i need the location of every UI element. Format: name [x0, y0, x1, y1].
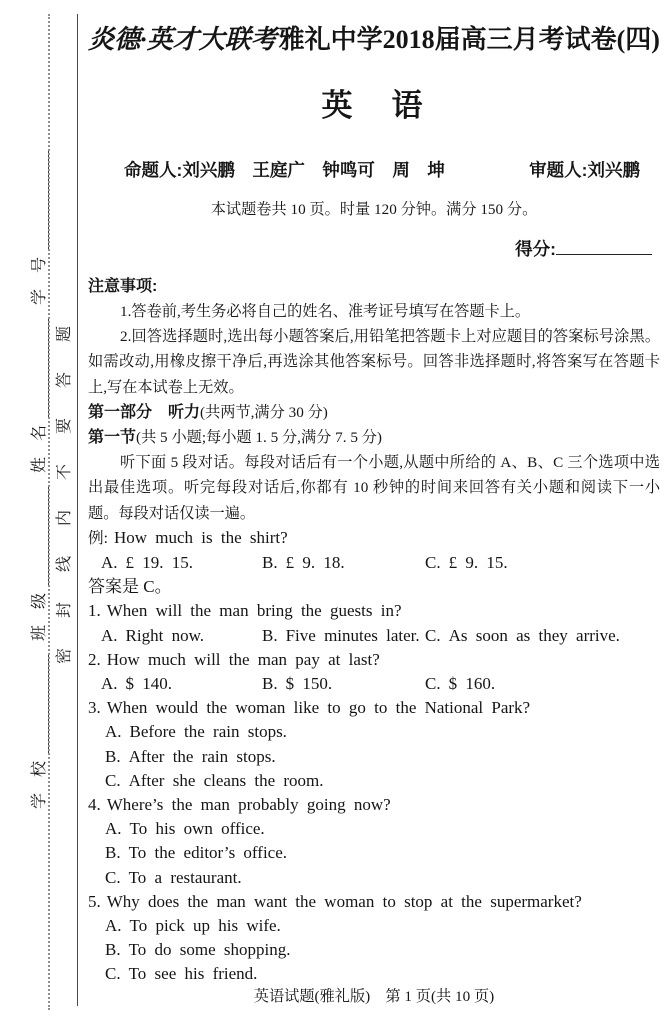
part1-heading [88, 400, 660, 425]
example-question-text: How much is the shirt? [113, 527, 288, 547]
option-text: To pick up his wife. [129, 916, 281, 936]
question-3-option-a [88, 720, 660, 744]
question-text: Why does the man want the woman to stop at the supermarket? [106, 891, 582, 911]
question-4-stem [88, 793, 660, 817]
setters-line [88, 158, 660, 182]
example-label: 例: [88, 529, 108, 547]
question-1-stem [88, 599, 660, 623]
option-text: $ 140. [125, 674, 173, 694]
class-field-blank [31, 485, 49, 585]
example-option-a [88, 551, 262, 575]
option-label: B. [262, 674, 278, 694]
score-label: 得分: [515, 239, 556, 259]
school-field-blank [31, 653, 49, 753]
reviewer-label: 审题人: [529, 160, 588, 180]
notice-heading: 注意事项: [88, 278, 158, 295]
school-field [26, 645, 49, 809]
question-2-option-c [425, 672, 660, 696]
option-text: To do some shopping. [128, 940, 291, 960]
question-4-option-c [88, 866, 660, 890]
option-text: £ 19. 15. [125, 553, 194, 573]
question-5-option-b [88, 938, 660, 962]
score-blank [556, 239, 652, 255]
option-label: A. [101, 674, 118, 694]
content-border-line [77, 14, 78, 1006]
option-label: C. [105, 964, 121, 984]
question-1-option-c [425, 624, 660, 648]
exam-title-main: 雅礼中学2018届高三月考试卷(四) [278, 25, 660, 54]
notice-item-1: 1.答卷前,考生务必将自己的姓名、准考证号填写在答题卡上。 [120, 303, 531, 320]
question-3-option-b [88, 745, 660, 769]
option-text: Before the rain stops. [129, 722, 287, 742]
question-number: 1. [88, 601, 101, 621]
example-answer-note: 答案是 C。 [88, 577, 172, 597]
class-field [26, 477, 49, 641]
notice-item-2: 2.回答选择题时,选出每小题答案后,用铅笔把答题卡上对应题目的答案标号涂黑。如需改动,用橡皮擦干净后,再选涂其他答案标号。回答非选择题时,将答案写在答题卡上,写在本试卷上无效。 [88, 328, 660, 396]
option-label: A. [105, 722, 122, 742]
question-2-option-a [88, 672, 262, 696]
page-footer: 英语试题(雅礼版) 第 1 页(共 10 页) [253, 988, 495, 1005]
option-text: Right now. [125, 625, 204, 645]
option-text: After the rain stops. [128, 746, 276, 766]
score-line [88, 237, 660, 261]
option-text: £ 9. 15. [448, 553, 508, 573]
part1-note: (共两节,满分 30 分) [200, 403, 328, 421]
option-label: B. [105, 843, 121, 863]
option-text: As soon as they arrive. [448, 625, 620, 645]
option-label: C. [105, 867, 121, 887]
example-option-b [262, 551, 425, 575]
seal-dotted-line [48, 14, 50, 1010]
question-2-option-b [262, 672, 425, 696]
name-field-label: 姓 名 [31, 418, 48, 473]
option-label: C. [425, 625, 441, 645]
question-number: 4. [88, 795, 101, 815]
listening-questions [88, 526, 660, 987]
option-text: After she cleans the room. [128, 770, 324, 790]
question-1-option-b [262, 624, 425, 648]
student-number-field [26, 141, 49, 305]
paper-content [88, 0, 660, 987]
question-3-stem [88, 696, 660, 720]
question-4-option-a [88, 817, 660, 841]
question-text: Where’s the man probably going now? [106, 795, 391, 815]
option-label: B. [105, 746, 121, 766]
setters-names: 刘兴鹏 王庭广 钟鸣可 周 坤 [182, 160, 445, 180]
option-label: A. [101, 625, 118, 645]
option-text: To a restaurant. [128, 867, 242, 887]
question-3-option-c [88, 769, 660, 793]
question-text: When will the man bring the guests in? [106, 601, 402, 621]
option-text: To see his friend. [128, 964, 258, 984]
section1-intro: 听下面 5 段对话。每段对话后有一个小题,从题中所给的 A、B、C 三个选项中选出最佳选项。听完每段对话后,你都有 10 秒钟的时间来回答有关小题和阅读下一小题。每段对话仅读一遍。 [88, 454, 660, 522]
option-label: B. [262, 553, 278, 573]
school-field-label: 学 校 [31, 755, 48, 810]
question-2-stem [88, 648, 660, 672]
paper-info-line: 本试题卷共 10 页。时量 120 分钟。满分 150 分。 [210, 201, 538, 218]
option-label: B. [105, 940, 121, 960]
option-text: $ 160. [448, 674, 496, 694]
option-label: B. [262, 625, 278, 645]
option-label: C. [425, 553, 441, 573]
question-text: When would the woman like to go to the National Park? [106, 698, 531, 718]
option-text: To his own office. [129, 819, 265, 839]
setters-text [124, 158, 445, 182]
section1-title: 第一节 [88, 429, 137, 447]
option-text: $ 150. [285, 674, 333, 694]
student-number-field-label: 学 号 [31, 250, 48, 305]
name-field-blank [31, 317, 49, 417]
option-label: C. [425, 674, 441, 694]
example-question [88, 526, 660, 551]
part1-title: 第一部分 听力 [88, 403, 201, 421]
question-5-option-a [88, 914, 660, 938]
option-label: C. [105, 770, 121, 790]
setters-label: 命题人: [124, 160, 183, 180]
option-text: Five minutes later. [285, 625, 420, 645]
question-1-option-a [88, 624, 262, 648]
question-number: 2. [88, 649, 101, 669]
section1-heading [88, 425, 660, 450]
example-option-c [425, 551, 660, 575]
question-text: How much will the man pay at last? [106, 649, 380, 669]
reviewer-name: 刘兴鹏 [587, 160, 640, 180]
subject-title: 英 语 [321, 88, 427, 123]
question-number: 5. [88, 891, 101, 911]
exam-title [88, 20, 660, 60]
question-4-option-b [88, 841, 660, 865]
example-options-row [88, 551, 660, 575]
name-field [26, 309, 49, 473]
question-1-options-row [88, 624, 660, 648]
question-5-option-c [88, 962, 660, 986]
option-label: A. [105, 916, 122, 936]
option-text: £ 9. 18. [285, 553, 345, 573]
question-number: 3. [88, 698, 101, 718]
option-label: A. [105, 819, 122, 839]
seal-warning-text: 密封线内不要答题 [56, 296, 73, 665]
class-field-label: 班 级 [31, 587, 48, 642]
exam-series-brand: 炎德·英才大联考 [88, 25, 277, 54]
question-5-stem [88, 890, 660, 914]
option-text: To the editor’s office. [128, 843, 288, 863]
student-info-fields [23, 120, 49, 830]
student-number-field-blank [31, 149, 49, 249]
option-label: A. [101, 553, 118, 573]
reviewer-text [529, 158, 640, 182]
section1-note: (共 5 小题;每小题 1. 5 分,满分 7. 5 分) [136, 429, 382, 447]
question-2-options-row [88, 672, 660, 696]
